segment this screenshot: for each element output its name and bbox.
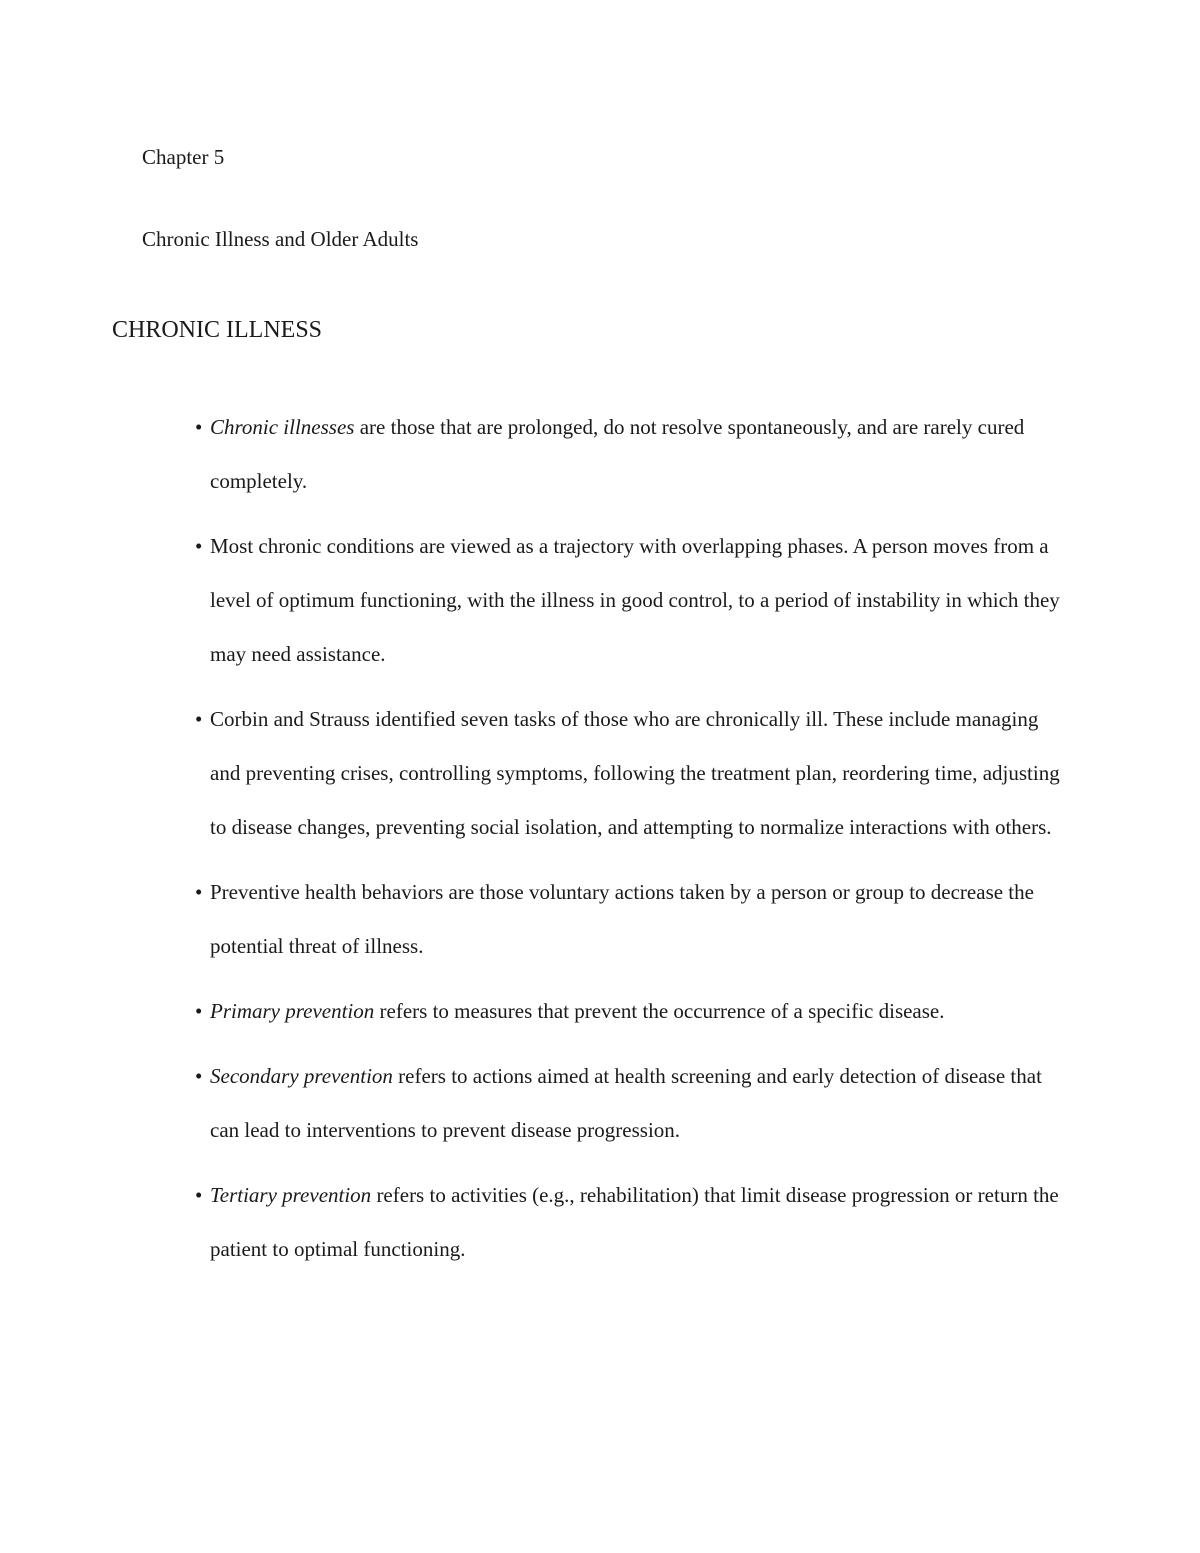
bullet-icon: • <box>195 1064 203 1088</box>
defined-term: Secondary prevention <box>210 1064 393 1088</box>
bullet-icon: • <box>195 415 203 439</box>
chapter-label: Chapter 5 <box>142 145 225 169</box>
bullet-text: are those that are prolonged, do not resolve spontaneously, and are rarely cured completely. <box>210 415 1025 493</box>
list-item <box>195 519 1065 681</box>
defined-term: Chronic illnesses <box>210 415 355 439</box>
list-item <box>195 692 1065 854</box>
bullet-text: Corbin and Strauss identified seven tasks of those who are chronically ill. These include managing and preventing crises, controlling symptoms, following the treatment plan, reordering time, adjusting to disease changes, preventing social isolation, and attempting to normalize interactions with others. <box>210 707 1060 839</box>
bullet-icon: • <box>195 880 203 904</box>
list-item <box>195 1049 1065 1157</box>
bullet-text: Most chronic conditions are viewed as a trajectory with overlapping phases. A person moves from a level of optimum functioning, with the illness in good control, to a period of instability in which they may need assistance. <box>210 534 1060 666</box>
bullet-list <box>195 400 1065 1287</box>
list-item <box>195 865 1065 973</box>
bullet-text: Preventive health behaviors are those voluntary actions taken by a person or group to decrease the potential threat of illness. <box>210 880 1034 958</box>
list-item <box>195 1168 1065 1276</box>
bullet-text: refers to activities (e.g., rehabilitation) that limit disease progression or return the patient to optimal functioning. <box>210 1183 1059 1261</box>
defined-term: Primary prevention <box>210 999 375 1023</box>
bullet-icon: • <box>195 707 203 731</box>
bullet-text: refers to actions aimed at health screening and early detection of disease that can lead to interventions to prevent disease progression. <box>210 1064 1042 1142</box>
list-item <box>195 984 1065 1038</box>
bullet-icon: • <box>195 534 203 558</box>
bullet-icon: • <box>195 999 203 1023</box>
defined-term: Tertiary prevention <box>210 1183 372 1207</box>
bullet-icon: • <box>195 1183 203 1207</box>
section-heading: CHRONIC ILLNESS <box>112 317 323 343</box>
list-item <box>195 400 1065 508</box>
bullet-text: refers to measures that prevent the occurrence of a specific disease. <box>374 999 945 1023</box>
chapter-title: Chronic Illness and Older Adults <box>142 227 419 251</box>
